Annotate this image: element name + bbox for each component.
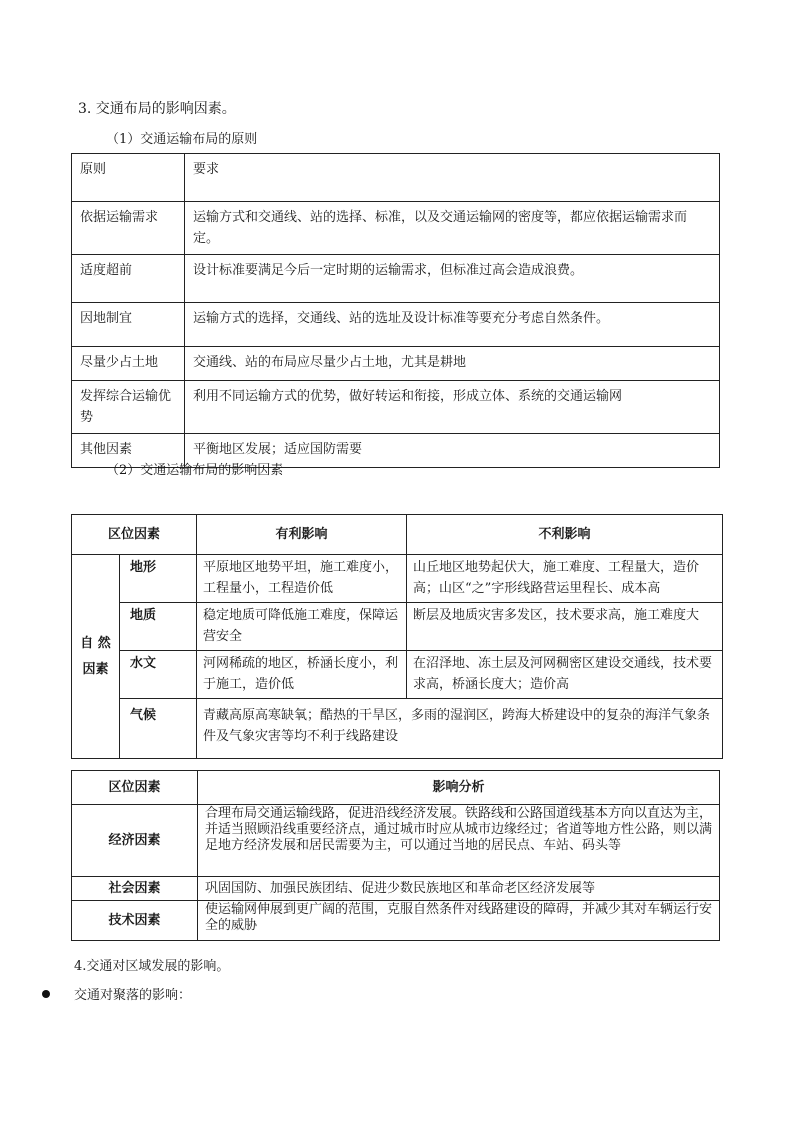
requirement-cell: 运输方式的选择，交通线、站的选址及设计标准等要充分考虑自然条件。	[185, 303, 720, 347]
principle-cell: 因地制宜	[72, 303, 185, 347]
requirement-cell: 交通线、站的布局应尽量少占土地，尤其是耕地	[185, 347, 720, 381]
table-row	[72, 555, 723, 603]
unfavorable-cell: 在沼泽地、冻土层及河网稠密区建设交通线，技术要求高，桥涵长度大；造价高	[407, 651, 723, 699]
table-row	[72, 877, 720, 901]
table-row	[72, 255, 720, 303]
table-row	[72, 651, 723, 699]
favorable-cell: 稳定地质可降低施工难度，保障运营安全	[197, 603, 407, 651]
table-header-row	[72, 515, 723, 555]
header-requirement: 要求	[185, 154, 720, 202]
requirement-cell: 运输方式和交通线、站的选择、标准，以及交通运输网的密度等，都应依据运输需求而定。	[185, 202, 720, 255]
table-header-row	[72, 771, 720, 805]
bullet-text: 交通对聚落的影响：	[74, 988, 192, 1003]
favorable-cell: 平原地区地势平坦，施工难度小，工程量小，工程造价低	[197, 555, 407, 603]
header-unfavorable: 不利影响	[407, 515, 723, 555]
table-row	[72, 901, 720, 941]
table-row	[72, 347, 720, 381]
analysis-cell: 合理布局交通运输线路，促进沿线经济发展。铁路线和公路国道线基本方向以直达为主，并适当照顾沿线重要经济点，通过城市时应从城市边缘经过；省道等地方性公路，则以满足地方经济发展和居民需要为主，可以通过当地的居民点、车站、码头等	[198, 805, 720, 877]
bullet-icon	[42, 990, 50, 998]
header-location-factor: 区位因素	[72, 771, 198, 805]
principle-cell: 依据运输需求	[72, 202, 185, 255]
unfavorable-cell: 山丘地区地势起伏大，施工难度、工程量大，造价高；山区“之”字形线路营运里程长、成本高	[407, 555, 723, 603]
bullet-item	[42, 984, 191, 1003]
principle-cell: 发挥综合运输优势	[72, 381, 185, 434]
header-favorable: 有利影响	[197, 515, 407, 555]
principles-table	[71, 153, 720, 468]
unfavorable-cell: 断层及地质灾害多发区，技术要求高，施工难度大	[407, 603, 723, 651]
factor-social: 社会因素	[72, 877, 198, 901]
factor-economic: 经济因素	[72, 805, 198, 877]
table-row	[72, 381, 720, 434]
principle-cell: 适度超前	[72, 255, 185, 303]
factor-technology: 技术因素	[72, 901, 198, 941]
natural-factors-table	[71, 514, 723, 759]
table-row	[72, 202, 720, 255]
analysis-cell: 使运输网伸展到更广阔的范围，克服自然条件对线路建设的障碍，并减少其对车辆运行安全的威胁	[198, 901, 720, 941]
requirement-cell: 平衡地区发展；适应国防需要	[185, 434, 720, 468]
requirement-cell: 设计标准要满足今后一定时期的运输需求，但标准过高会造成浪费。	[185, 255, 720, 303]
principle-cell: 其他因素	[72, 434, 185, 468]
table-row	[72, 805, 720, 877]
factor-climate: 气候	[120, 699, 197, 759]
header-principle: 原则	[72, 154, 185, 202]
factor-terrain: 地形	[120, 555, 197, 603]
favorable-cell: 河网稀疏的地区，桥涵长度小，利于施工，造价低	[197, 651, 407, 699]
header-impact-analysis: 影响分析	[198, 771, 720, 805]
factor-geology: 地质	[120, 603, 197, 651]
requirement-cell: 利用不同运输方式的优势，做好转运和衔接，形成立体、系统的交通运输网	[185, 381, 720, 434]
table-header-row	[72, 154, 720, 202]
analysis-cell: 巩固国防、加强民族团结、促进少数民族地区和革命老区经济发展等	[198, 877, 720, 901]
climate-cell: 青藏高原高寒缺氧；酷热的干旱区，多雨的湿润区，跨海大桥建设中的复杂的海洋气象条件及气象灾害等均不利于线路建设	[197, 699, 723, 759]
section-3-title: 3. 交通布局的影响因素。	[78, 101, 236, 117]
subsection-2-title: （2）交通运输布局的影响因素	[106, 463, 284, 478]
factor-hydrology: 水文	[120, 651, 197, 699]
subsection-1-title: （1）交通运输布局的原则	[106, 132, 258, 147]
table-row	[72, 699, 723, 759]
section-4-title: 4.交通对区域发展的影响。	[74, 959, 230, 974]
table-row	[72, 603, 723, 651]
natural-factors-label: 自 然 因素	[72, 555, 120, 759]
social-factors-table	[71, 770, 720, 941]
header-location-factor: 区位因素	[72, 515, 197, 555]
table-row	[72, 303, 720, 347]
principle-cell: 尽量少占土地	[72, 347, 185, 381]
